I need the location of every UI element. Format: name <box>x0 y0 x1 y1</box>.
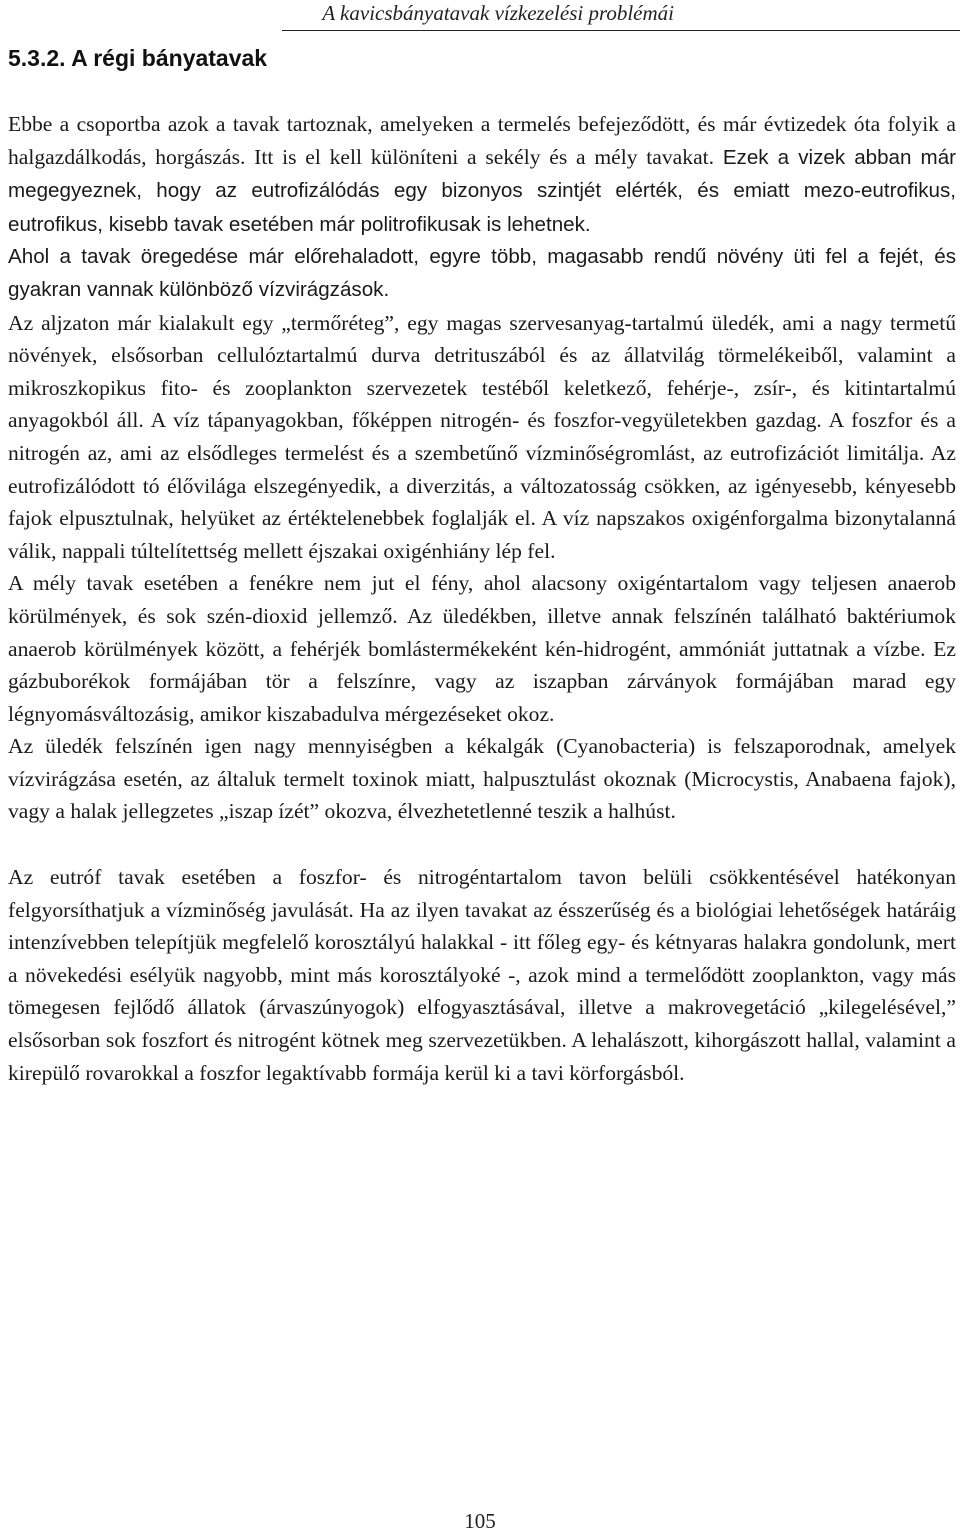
paragraph-aging: Ahol a tavak öregedése már előrehaladott, egyre több, magasabb rendű növény üti fel a fejét, és gyakran vannak különböző vízvirágzások. <box>8 245 956 301</box>
paragraph-intro <box>8 108 956 241</box>
paragraph-eutrophic-lakes: Az eutróf tavak esetében a foszfor- és nitrogéntartalom tavon belüli csökkentésével hatékonyan felgyorsíthatjuk a vízminőség javulását. Ha az ilyen tavakat az ésszerűség és a biológiai lehetőségek határáig intenzívebben telepítjük megfelelő korosztályú halakkal - itt főleg egy- és kétnyaras halakra gondolunk, mert a növekedési esélyük nagyobb, mint más korosztályoké -, azok mind a termelődött zooplankton, vagy más tömegesen fejlődő állatok (árvaszúnyogok) elfogyasztásával, illetve a makrovegetáció „kilegelésével,” elsősorban sok foszfort és nitrogént kötnek meg szervezetükben. A lehalászott, kihorgászott hallal, valamint a kirepülő rovarokkal a foszfor legaktívabb formája kerül ki a tavi körforgásból. <box>8 865 956 1085</box>
running-header-title: A kavicsbányatavak vízkezelési problémái <box>322 1 674 25</box>
section-heading: 5.3.2. A régi bányatavak <box>8 45 268 71</box>
body-text-block-1 <box>8 108 956 1089</box>
paragraph-intro-serif: Ebbe a csoportba azok a tavak tartoznak, amelyeken a termelés befejeződött, és már évtizedek óta folyik a halgazdálkodás, horgászás. Itt is el kell különíteni a sekély és a mély tavakat. <box>8 112 956 169</box>
paragraph-sediment: Az aljzaton már kialakult egy „termőréteg”, egy magas szervesanyag-tartalmú üledék, ami a nagy termetű növények, elsősorban cellulóztartalmú durva detrituszából és az állatvilág törmelékeiből, valamint a mikroszkopikus fito- és zooplankton szervezetek testéből keletkező, fehérje-, zsír-, és kitintartalmú anyagokból áll. A víz tápanyagokban, főképpen nitrogén- és foszfor-vegyületekben gazdag. A foszfor és a nitrogén az, ami az elsődleges termelést és a szembetűnő vízminőségromlást, az eutrofizációt limitálja. Az eutrofizálódott tó élővilága elszegényedik, a diverzitás, a változatosság csökken, az igényesebb, kényesebb fajok elpusztulnak, helyüket az értéktelenebbek foglalják el. A víz napszakos oxigénforgalma bizonytalanná válik, nappali túltelítettség mellett éjszakai oxigénhiány lép fel. <box>8 310 956 563</box>
paragraph-deep-lakes: A mély tavak esetében a fenékre nem jut el fény, ahol alacsony oxigéntartalom vagy teljesen anaerob körülmények, és sok szén-dioxid jellemző. Az üledékben, illetve annak felszínén található baktériumok anaerob körülmények között, a fehérjék bomlástermékeként kén-hidrogént, ammóniát juttatnak a vízbe. Ez gázbuborékok formájában tör a felszínre, vagy az iszapban zárványok formájában marad egy légnyomásváltozásig, amikor kiszabadulva mérgezéseket okoz. <box>8 571 956 726</box>
paragraph-gap <box>8 828 956 861</box>
paragraph-intro-sans: Ezek a vizek abban már megegyeznek, hogy az eutrofizálódás egy bizonyos szintjét elérték, és emiatt mezo-eutrofikus, eutrofikus, kisebb tavak esetében már politrofikusak is lehetnek. <box>8 145 957 236</box>
paragraph-cyanobacteria: Az üledék felszínén igen nagy mennyiségben a kékalgák (Cyanobacteria) is felszaporodnak, amelyek vízvirágzása esetén, az általuk termelt toxinok miatt, halpusztulást okoznak (Microcystis, Anabaena fajok), vagy a halak jellegzetes „iszap ízét” okozva, élvezhetetlenné teszik a halhúst. <box>8 734 956 824</box>
header-rule <box>282 30 960 31</box>
page-number: 105 <box>464 1509 496 1533</box>
